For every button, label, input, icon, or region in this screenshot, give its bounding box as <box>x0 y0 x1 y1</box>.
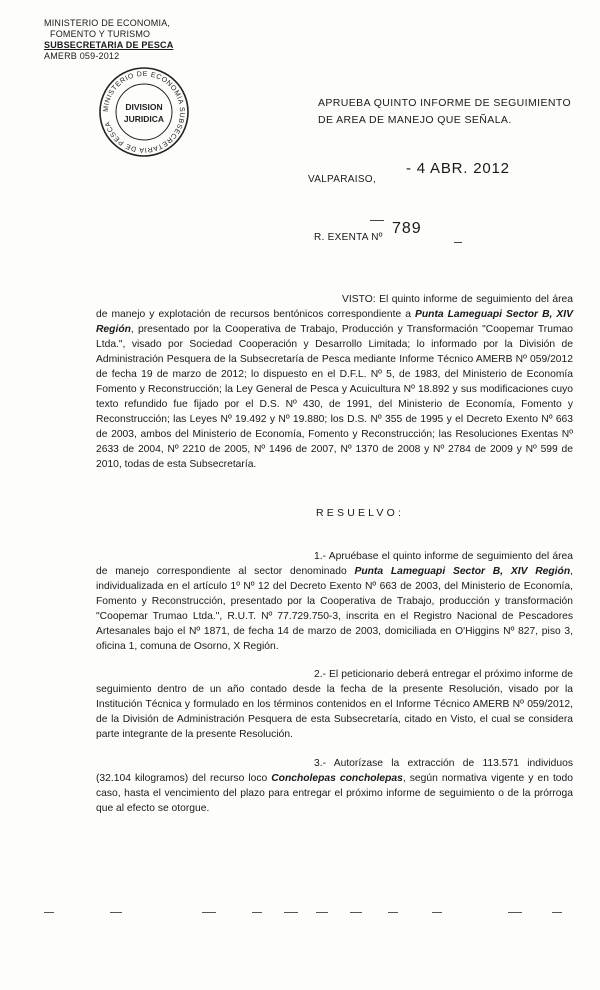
dash <box>44 912 54 913</box>
tick-mark <box>454 242 462 243</box>
division-juridica-seal <box>98 66 190 158</box>
species-name: Concholepas concholepas <box>271 773 403 784</box>
seal-center-line2: JURIDICA <box>123 114 165 124</box>
resuelvo-heading: RESUELVO: <box>316 507 405 519</box>
resolution-date: - 4 ABR. 2012 <box>406 160 510 177</box>
place-date-row <box>308 160 568 190</box>
resolution-item-2: 2.- El peticionario deberá entregar el próximo informe de seguimiento dentro de un año contado desde la fecha de la presente Resolución, visado por la Institución Técnica y formulado en los términos contenidos en el Informe Técnico AMERB Nº 059/2012, de la División de Administración Pesquera de esta Subsecretaría, citado en Visto, el cual se considera parte integrante de la presente Resolución. <box>96 669 573 740</box>
dash <box>316 912 328 913</box>
dash <box>110 912 122 913</box>
subsecretaria-name: SUBSECRETARIA DE PESCA <box>44 40 174 50</box>
area-name: Punta Lameguapi Sector B, XIV Región <box>354 566 571 577</box>
dash <box>432 912 442 913</box>
ministry-header <box>44 18 184 62</box>
resolution-item-3: 3.- Autorízase la extracción de 113.571 individuos (32.104 kilogramos) del recurso loco Concholepas concholepas, según normativa vigente y en todo caso, hasta el vencimiento del plazo para entregar el próximo informe de seguimiento o de la prórroga que al efecto se otorgue. <box>96 758 573 814</box>
visto-paragraph: VISTO: El quinto informe de seguimiento del área de manejo y explotación de recursos bentónicos correspondiente a Punta Lameguapi Sector B, XIV Región, presentado por la Cooperativa de Trabajo, Producción y Transformación "Coopemar Trumao Ltda.", visado por Sociedad Cooperación y Desarrollo Limitada; lo informado por la División de Administración Pesquera de la Subsecretaría de Pesca mediante Informe Técnico AMERB Nº 059/2012 de fecha 19 de marzo de 2012; lo dispuesto en el D.F.L. Nº 5, de 1983, del Ministerio de Economía Fomento y Reconstrucción; la Ley General de Pesca y Acuicultura Nº 18.892 y sus modificaciones cuyo texto refundido fue fijado por el D.S. Nº 430, de 1991, del Ministerio de Economía, Fomento y Reconstrucción; las Leyes Nº 19.492 y Nº 19.880; los D.S. Nº 355 de 1995 y el Decreto Exento Nº 663 de 2003, ambos del Ministerio de Economía, Fomento y Reconstrucción; las Resoluciones Exentas Nº 2633 de 2004, Nº 2210 de 2005, Nº 1496 de 2007, Nº 1370 de 2008 y Nº 2784 de 2009 y Nº 599 de 2010, todas de esta Subsecretaría. <box>96 294 573 470</box>
resolution-subject: APRUEBA QUINTO INFORME DE SEGUIMIENTO DE AREA DE MANEJO QUE SEÑALA. <box>318 97 572 126</box>
reference-code: AMERB 059-2012 <box>44 51 120 61</box>
dash <box>350 912 362 913</box>
place-label: VALPARAISO, <box>308 174 376 185</box>
exenta-label: R. EXENTA Nº <box>314 232 383 243</box>
dash <box>552 912 562 913</box>
dash <box>388 912 398 913</box>
exenta-number: 789 <box>392 220 422 237</box>
dash <box>284 912 298 913</box>
dash <box>202 912 216 913</box>
dash <box>252 912 262 913</box>
footer-dash-line <box>0 912 600 916</box>
exenta-row <box>314 220 574 248</box>
ministry-name: MINISTERIO DE ECONOMIA, <box>44 18 171 28</box>
area-name: Punta Lameguapi Sector B, XIV Región <box>96 309 573 335</box>
seal-center-line1: DIVISION <box>125 102 163 112</box>
svg-text:MINISTERIO DE ECONOMIA SUBSEC <box>103 71 185 153</box>
resolution-item-1: 1.- Apruébase el quinto informe de seguimiento del área de manejo correspondiente al sector denominado Punta Lameguapi Sector B, XIV Región, individualizada en el artículo 1º Nº 12 del Decreto Exento Nº 663 de 2003, del Ministerio de Economía, Fomento y Reconstrucción, presentado por la Cooperativa de Trabajo, producción y transformación "Coopemar Trumao Ltda.", R.U.T. Nº 77.729.750-3, inscrita en el Registro Nacional de Pescadores Artesanales bajo el Nº 1871, de fecha 14 de marzo de 2003, domiciliada en O'Higgins Nº 827, piso 3, oficina 1, comuna de Osorno, X Región. <box>96 551 573 652</box>
tick-mark <box>370 220 384 221</box>
ministry-subtitle: FOMENTO Y TURISMO <box>50 29 151 39</box>
seal-ring-text: MINISTERIO DE ECONOMIA SUBSECRETARIA DE PESCA <box>102 70 186 154</box>
dash <box>508 912 522 913</box>
